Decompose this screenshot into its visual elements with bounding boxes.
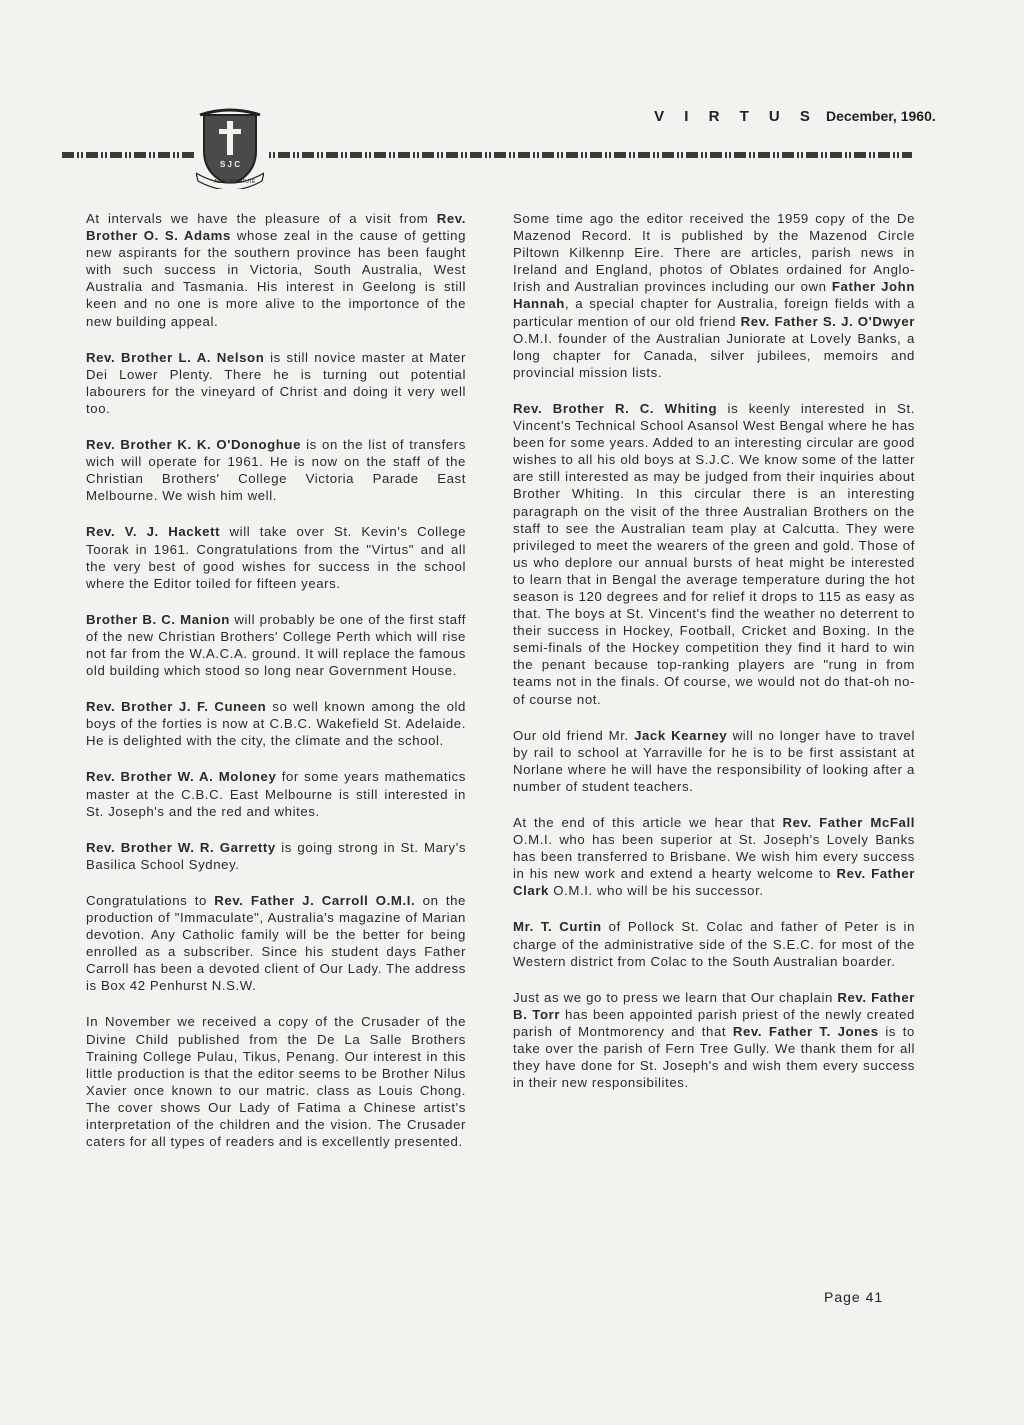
paragraph-text: Congratulations to bbox=[86, 892, 215, 908]
crest-motto-2: VIRTUTE bbox=[234, 179, 256, 185]
page-header bbox=[0, 0, 1024, 200]
page-number: Page 41 bbox=[824, 1289, 884, 1305]
person-name: Rev. Brother W. R. Garretty bbox=[86, 839, 276, 855]
left-column bbox=[86, 210, 466, 1169]
paragraph-text: will probably be one of the first staff of the new Christian Brothers' College Perth which will rise not far from the W.A.C.A. ground. It will replace the famous old building which stood so long near Government House. bbox=[86, 611, 466, 679]
paragraph-text: Just as we go to press we learn that Our chaplain bbox=[513, 989, 838, 1005]
person-name: Father John Hannah bbox=[513, 279, 915, 312]
paragraph-text: so well known among the old boys of the forties is now at C.B.C. Wakefield St. Adelaide. He is delighted with the city, the climate and the school. bbox=[86, 699, 466, 749]
person-name: Rev. Father B. Torr bbox=[513, 989, 915, 1022]
article-paragraph bbox=[513, 400, 915, 708]
paragraph-text: O.M.I. who will be his successor. bbox=[549, 883, 764, 899]
paragraph-text: for some years mathematics master at the C.B.C. East Melbourne is still interested in St. Joseph's and the red and whites. bbox=[86, 769, 467, 819]
paragraph-text: O.M.I. founder of the Australian Juniorate at Lovely Banks, a long chapter for Canada, silver jubilees, memoirs and provincial mission lists. bbox=[513, 330, 915, 380]
person-name: Brother B. C. Manion bbox=[86, 611, 230, 627]
paragraph-text: Some time ago the editor received the 1959 copy of the De Mazenod Record. It is published by the Mazenod Circle Piltown Kilkennp Eire. There are articles, parish news in Ireland and England, photos of Oblates ordained for Anglo-Irish and Australian provinces including our own bbox=[513, 211, 915, 295]
person-name: Rev. Father Clark bbox=[513, 866, 915, 899]
paragraph-text: is keenly interested in St. Vincent's Technical School Asansol West Bengal where he has been for some years. Added to an interesting circular are good wishes to all his old boys at S.J.C. We know some of the latter are still interested as may be judged from their inquiries about Brother Whiting. In this circular there is an interesting paragraph on the visit of the three Australian Brothers on the staff to see the Australian team play at Calcutta. They were privileged to meet the wearers of the green and gold. Those of us who deplore our annual bursts of heat might be interested to learn that in Bengal the average temperature during the hot season is 120 degrees and for relief it drops to 115 as easy as that. The boys at St. Vincent's find the weather no deterrent to their success in Hockey, Football, Cricket and Boxing. In the semi-finals of the Hockey competition they find it hard to win the penant because top-ranking players are "rung in from teams not in the finals. Of course, we would not do that-oh no-of course not. bbox=[513, 400, 915, 707]
article-paragraph bbox=[86, 768, 466, 819]
article-paragraph bbox=[86, 698, 466, 749]
person-name: Rev. Brother O. S. Adams bbox=[86, 211, 466, 244]
person-name: Rev. Brother J. F. Cuneen bbox=[86, 699, 267, 715]
paragraph-text: Our old friend Mr. bbox=[513, 727, 635, 743]
article-paragraph bbox=[86, 436, 466, 504]
paragraph-text: has been appointed parish priest of the newly created parish of Montmorency and that bbox=[513, 1006, 915, 1039]
paragraph-text: on the production of "Immaculate", Australia's magazine of Marian devotion. Any Catholic family will be the better for being enrolled as a subscriber. Since his student days Father Carroll has been a devoted client of Our Lady. The address is Box 42 Penhurst N.S.W. bbox=[86, 892, 466, 994]
article-paragraph bbox=[513, 989, 915, 1092]
article-paragraph bbox=[86, 1013, 466, 1150]
person-name: Rev. Brother W. A. Moloney bbox=[86, 769, 277, 785]
article-paragraph bbox=[513, 814, 915, 899]
article-paragraph bbox=[86, 611, 466, 679]
paragraph-text: , a special chapter for Australia, foreign fields with a particular mention of our old friend bbox=[513, 296, 915, 329]
article-paragraph bbox=[86, 892, 466, 995]
person-name: Jack Kearney bbox=[634, 727, 728, 743]
masthead-title: V I R T U S bbox=[654, 108, 818, 125]
article-paragraph bbox=[86, 349, 466, 417]
paragraph-text: will take over St. Kevin's College Toorak in 1961. Congratulations from the "Virtus" and all the very best of good wishes for success in the school where the Editor toiled for fifteen years. bbox=[86, 524, 467, 591]
person-name: Rev. Brother R. C. Whiting bbox=[513, 400, 718, 416]
paragraph-text: is on the list of transfers wich will operate for 1961. He is now on the staff of the Christian Brothers' College Victoria Parade East Melbourne. We wish him well. bbox=[86, 437, 466, 504]
person-name: Rev. Brother K. K. O'Donoghue bbox=[86, 437, 302, 453]
paragraph-text: of Pollock St. Colac and father of Peter is in charge of the administrative side of the S.E.C. for most of the Western district from Colac to the South Australian boarder. bbox=[513, 919, 916, 969]
paragraph-text: O.M.I. who has been superior at St. Joseph's Lovely Banks has been transferred to Brisbane. We wish him every success in his new work and extend a hearty welcome to bbox=[513, 832, 915, 882]
college-crest bbox=[196, 105, 264, 189]
article-paragraph bbox=[86, 210, 466, 330]
article-paragraph bbox=[513, 210, 915, 381]
paragraph-text: At the end of this article we hear that bbox=[513, 815, 783, 830]
paragraph-text: is going strong in St. Mary's Basilica School Sydney. bbox=[86, 839, 467, 872]
person-name: Mr. T. Curtin bbox=[513, 919, 602, 935]
person-name: Rev. Father S. J. O'Dwyer bbox=[740, 313, 915, 329]
person-name: Rev. Father T. Jones bbox=[732, 1023, 879, 1039]
right-column bbox=[513, 210, 915, 1110]
paragraph-text: At intervals we have the pleasure of a visit from bbox=[86, 211, 437, 226]
crest-monogram: S J C bbox=[219, 160, 241, 169]
paragraph-text: is still novice master at Mater Dei Lower Plenty. There he is turning out potential labourers for the vineyard of Christ and doing it very well too. bbox=[86, 349, 466, 416]
paragraph-text: will no longer have to travel by rail to school at Yarraville for he is to be first assistant at Norlane where he will have the responsibility of looking after a number of student teachers. bbox=[513, 727, 915, 794]
issue-date: December, 1960. bbox=[826, 108, 936, 124]
person-name: Rev. Brother L. A. Nelson bbox=[86, 349, 265, 365]
article-paragraph bbox=[86, 839, 466, 873]
person-name: Rev. V. J. Hackett bbox=[86, 524, 221, 540]
paragraph-text: is to take over the parish of Fern Tree Gully. We thank them for all they have done for St. Joseph's and wish them every success in their new responsibilites. bbox=[513, 1023, 915, 1091]
person-name: Rev. Father McFall bbox=[782, 815, 915, 830]
paragraph-text: In November we received a copy of the Crusader of the Divine Child published from the De La Salle Brothers Training College Pulau, Tikus, Penang. Our interest in this little production is that the editor seems to be Brother Nilus Xavier once known to our matric. class as Louis Chong. The cover shows Our Lady of Fatima a Chinese artist's interpretation of the children and the vision. The Crusader caters for all types of readers and is excellently presented. bbox=[86, 1014, 466, 1150]
article-paragraph bbox=[513, 727, 915, 795]
person-name: Rev. Father J. Carroll O.M.I. bbox=[214, 892, 416, 908]
ornamental-rule bbox=[62, 152, 912, 158]
paragraph-text: whose zeal in the cause of getting new aspirants for the southern province has been faught with such success in Victoria, South Australia, West Australia and Tasmania. His interest in Geelong is still keen and no one is more alive to the importonce of the new building appeal. bbox=[86, 228, 466, 329]
crest-motto: AD ALTA bbox=[214, 179, 234, 185]
article-paragraph bbox=[513, 918, 915, 969]
article-paragraph bbox=[86, 523, 466, 591]
